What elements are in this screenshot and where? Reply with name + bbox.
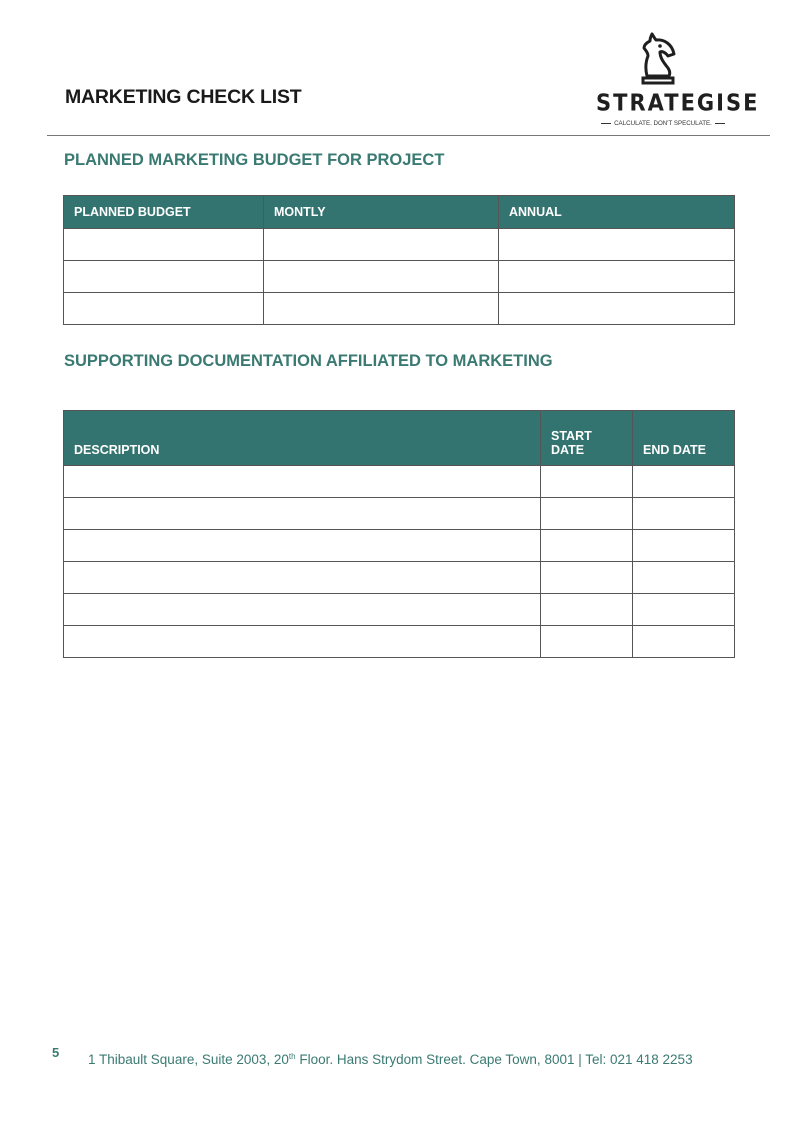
logo-tagline: CALCULATE. DON'T SPECULATE.	[596, 120, 730, 127]
table-cell[interactable]	[541, 594, 633, 626]
column-header-end-date: END DATE	[633, 411, 735, 466]
logo-wordmark: STRATEGISE	[596, 90, 760, 116]
chess-knight-icon	[638, 32, 682, 90]
table-cell[interactable]	[64, 293, 264, 325]
header-divider	[47, 135, 770, 136]
table-row	[64, 293, 735, 325]
table-cell[interactable]	[541, 530, 633, 562]
table-header-row	[64, 411, 735, 466]
table-cell[interactable]	[541, 562, 633, 594]
table-cell[interactable]	[541, 498, 633, 530]
table-cell[interactable]	[633, 626, 735, 658]
budget-section-title: PLANNED MARKETING BUDGET FOR PROJECT	[64, 151, 445, 169]
strategise-logo	[596, 32, 760, 132]
table-row	[64, 498, 735, 530]
table-row	[64, 229, 735, 261]
column-header-start-date: START DATE	[541, 411, 633, 466]
column-header-monthly: MONTLY	[264, 196, 499, 229]
table-row	[64, 261, 735, 293]
table-cell[interactable]	[264, 229, 499, 261]
table-cell[interactable]	[64, 530, 541, 562]
budget-table	[63, 195, 735, 325]
table-cell[interactable]	[633, 466, 735, 498]
table-header-row	[64, 196, 735, 229]
table-cell[interactable]	[499, 261, 735, 293]
table-cell[interactable]	[541, 466, 633, 498]
table-row	[64, 466, 735, 498]
table-cell[interactable]	[499, 293, 735, 325]
table-row	[64, 562, 735, 594]
table-cell[interactable]	[264, 261, 499, 293]
table-row	[64, 530, 735, 562]
table-cell[interactable]	[64, 229, 264, 261]
column-header-description: DESCRIPTION	[64, 411, 541, 466]
documentation-table	[63, 410, 735, 658]
column-header-annual: ANNUAL	[499, 196, 735, 229]
table-cell[interactable]	[633, 562, 735, 594]
table-cell[interactable]	[541, 626, 633, 658]
table-cell[interactable]	[64, 562, 541, 594]
page-number: 5	[52, 1045, 60, 1060]
docs-section-title: SUPPORTING DOCUMENTATION AFFILIATED TO MARKETING	[64, 352, 553, 370]
table-cell[interactable]	[264, 293, 499, 325]
table-cell[interactable]	[633, 498, 735, 530]
table-cell[interactable]	[64, 594, 541, 626]
table-cell[interactable]	[64, 466, 541, 498]
page-title: MARKETING CHECK LIST	[65, 86, 302, 108]
table-cell[interactable]	[64, 498, 541, 530]
column-header-planned-budget: PLANNED BUDGET	[64, 196, 264, 229]
table-row	[64, 626, 735, 658]
table-cell[interactable]	[633, 530, 735, 562]
table-cell[interactable]	[633, 594, 735, 626]
table-row	[64, 594, 735, 626]
table-cell[interactable]	[64, 626, 541, 658]
table-cell[interactable]	[64, 261, 264, 293]
footer-address: 1 Thibault Square, Suite 2003, 20th Floor. Hans Strydom Street. Cape Town, 8001 | Tel: 021 418 2253	[88, 1052, 693, 1067]
table-cell[interactable]	[499, 229, 735, 261]
